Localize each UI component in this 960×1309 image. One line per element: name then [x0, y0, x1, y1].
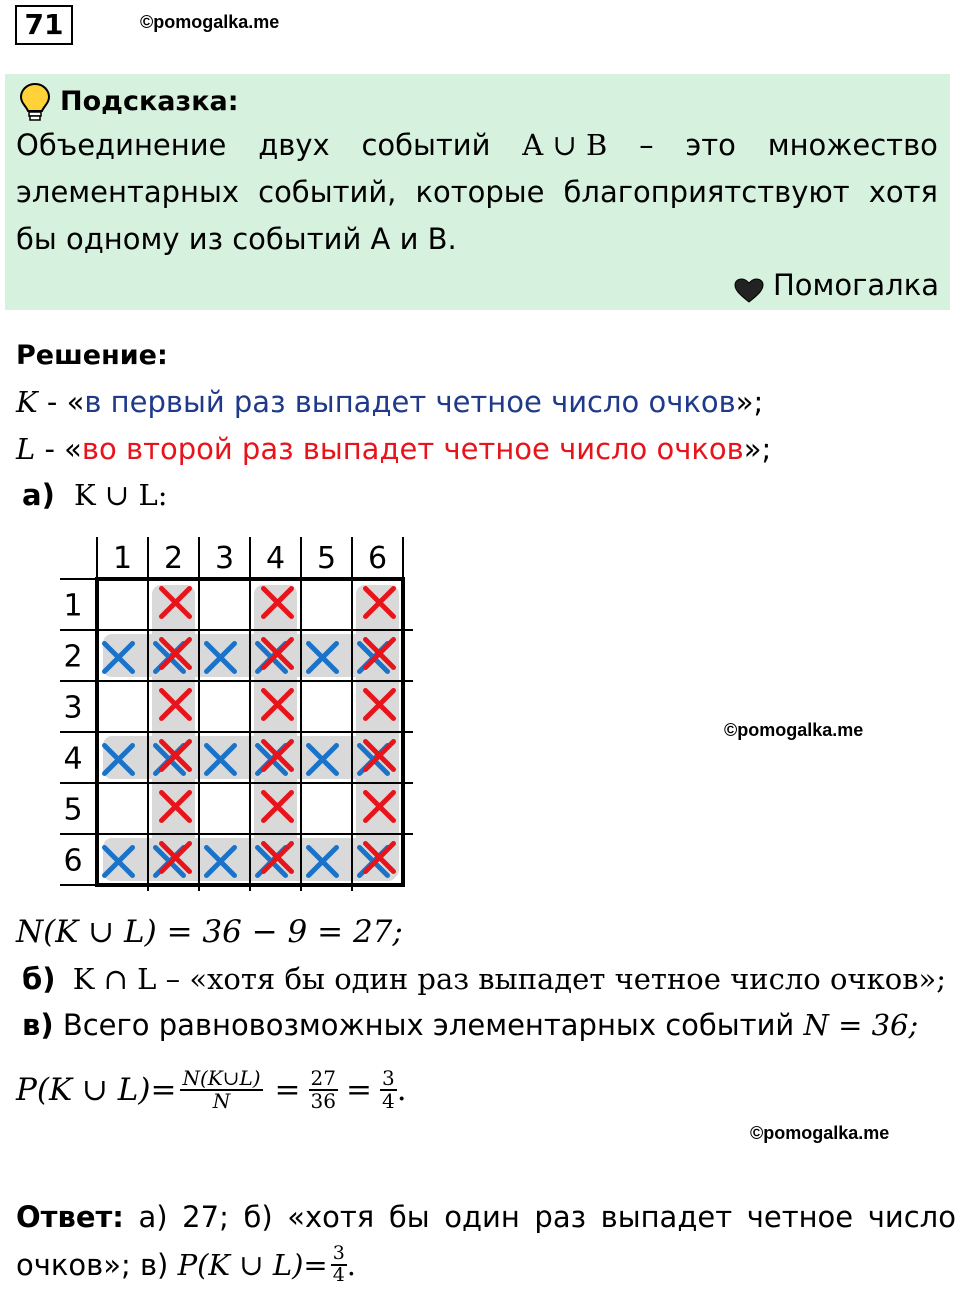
hint-union-expr: A ∪ B: [522, 128, 608, 162]
event-l-definition: [16, 432, 771, 466]
hint-word: благоприятствуют: [563, 175, 850, 209]
column-label: 6: [367, 541, 388, 576]
answer-word: четное: [746, 1200, 854, 1234]
answer-word: 27;: [182, 1200, 229, 1234]
row-label: 2: [63, 639, 83, 675]
answer-label: Ответ:: [16, 1200, 124, 1234]
event-l-text: во второй раз выпадет четное число очков: [81, 432, 744, 466]
hint-word: событий: [361, 128, 491, 162]
p-left: P(K ∪ L)=: [16, 1072, 177, 1108]
watermark-middle: ©pomogalka.me: [724, 720, 864, 740]
task-number: 71: [15, 5, 73, 45]
part-b-label: б): [22, 962, 56, 996]
fraction-denominator: 36: [310, 1089, 336, 1113]
hint-word: хотя: [868, 175, 938, 209]
fraction-3-4: [380, 1068, 397, 1112]
dash: - «: [35, 432, 82, 466]
answer-word: бы: [388, 1200, 430, 1234]
answer-word: число: [867, 1200, 956, 1234]
answer-text: очков»; в): [16, 1247, 178, 1282]
answer-word: выпадет: [600, 1200, 733, 1234]
n-formula: N(K ∪ L) = 36 − 9 = 27;: [16, 914, 403, 950]
part-v-text: Всего равновозможных элементарных событий: [62, 1008, 804, 1042]
hint-word: Объединение: [16, 128, 227, 162]
fraction-n: [180, 1068, 262, 1112]
part-a-label: а): [22, 478, 55, 512]
column-label: 4: [265, 541, 286, 576]
period: .: [396, 1072, 407, 1108]
part-v-formula: N = 36;: [803, 1008, 919, 1042]
hint-word: двух: [258, 128, 330, 162]
hint-line-2: [16, 175, 938, 209]
fraction-denominator: 4: [332, 1263, 345, 1286]
row-label: 3: [63, 690, 83, 726]
fraction-numerator: 27: [310, 1066, 336, 1090]
quote-end: »;: [743, 432, 772, 466]
part-b-text: K ∩ L – «хотя бы один раз выпадет четное число очков»;: [72, 962, 947, 996]
column-label: 1: [112, 541, 133, 576]
equals-sign: =: [274, 1072, 301, 1108]
fraction-27-36: [309, 1068, 338, 1112]
fraction-numerator: 3: [381, 1066, 395, 1090]
hint-word: элементарных: [16, 175, 240, 209]
hint-word: –: [639, 128, 654, 162]
fraction-denominator: N: [212, 1089, 231, 1113]
period: .: [346, 1247, 357, 1282]
answer-word: б): [243, 1200, 273, 1234]
fraction-denominator: 4: [381, 1089, 395, 1113]
answer-word: раз: [534, 1200, 587, 1234]
lightbulb-icon: [18, 82, 52, 126]
part-b: [22, 962, 946, 996]
answer-formula: P(K ∪ L)=: [177, 1247, 328, 1282]
hint-line-1: [16, 128, 938, 162]
probability-formula: [16, 1068, 407, 1112]
hint-line-3: бы одному из событий A и B.: [16, 222, 457, 256]
equals-sign: =: [345, 1072, 372, 1108]
fraction-numerator: 3: [332, 1242, 345, 1264]
hint-word: которые: [415, 175, 545, 209]
row-label: 1: [63, 588, 83, 624]
answer-line-2: [16, 1244, 356, 1286]
answer-fraction: [331, 1244, 347, 1286]
part-a: [22, 478, 167, 512]
var-k: K: [16, 385, 38, 419]
answer-word: «хотя: [287, 1200, 375, 1234]
var-l: L: [16, 432, 36, 466]
watermark-top: ©pomogalka.me: [140, 12, 280, 32]
row-label: 6: [63, 843, 83, 879]
answer-line-1: [16, 1200, 956, 1234]
hint-title: Подсказка:: [60, 86, 239, 117]
column-label: 2: [163, 541, 184, 576]
hint-word: событий,: [258, 175, 397, 209]
part-v: [22, 1008, 918, 1042]
column-label: 5: [316, 541, 337, 576]
part-a-expr: K ∪ L:: [74, 478, 168, 512]
dash: - «: [37, 385, 85, 419]
outcome-grid: [55, 532, 425, 892]
fraction-numerator: N(K∪L): [182, 1066, 261, 1090]
brand-name: Помогалка: [773, 268, 939, 302]
event-k-definition: [16, 385, 763, 419]
row-label: 5: [63, 792, 83, 828]
heart-icon: [734, 278, 764, 308]
hint-word: множество: [767, 128, 938, 162]
watermark-bottom: ©pomogalka.me: [750, 1123, 890, 1143]
answer-word: один: [444, 1200, 520, 1234]
row-label: 4: [63, 741, 83, 777]
part-v-label: в): [22, 1008, 54, 1042]
quote-end: »;: [735, 385, 764, 419]
answer-word: а): [138, 1200, 168, 1234]
solution-title: Решение:: [16, 340, 168, 371]
event-k-text: в первый раз выпадет четное число очков: [84, 385, 736, 419]
column-label: 3: [214, 541, 235, 576]
hint-word: это: [685, 128, 736, 162]
